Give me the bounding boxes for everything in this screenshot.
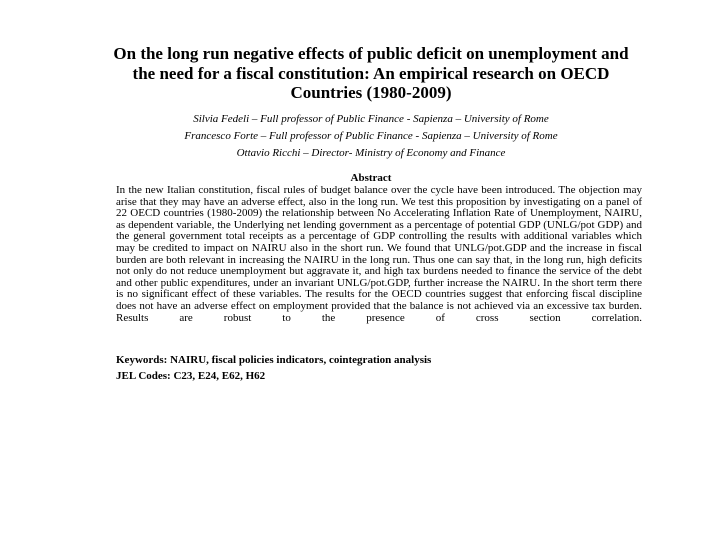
author-line: Silvia Fedeli – Full professor of Public Finance - Sapienza – University of Rome [193, 113, 549, 125]
paper-title: On the long run negative effects of public deficit on unemployment and the need for a fiscal constitution: An empirical research on OECD Countries (1980-2009) [113, 44, 629, 102]
author-list [100, 111, 642, 162]
keywords-line: Keywords: NAIRU, fiscal policies indicators, cointegration analysis [116, 354, 432, 366]
author-line: Francesco Forte – Full professor of Public Finance - Sapienza – University of Rome [184, 130, 558, 142]
jel-codes-line: JEL Codes: C23, E24, E62, H62 [116, 370, 266, 382]
abstract-heading: Abstract [350, 172, 392, 184]
author-line: Ottavio Ricchi – Director- Ministry of Economy and Finance [236, 147, 506, 159]
keywords-block [116, 352, 642, 384]
abstract-text: In the new Italian constitution, fiscal rules of budget balance over the cycle have been introduced. The objection may arise that they may have an adverse effect, also in the long run. We test this proposition by investigating on a panel of 22 OECD countries (1980-2009) the relationship between No Accelerating Inflation Rate of Unemployment, NAIRU, as dependent variable, the Underlying net lending government as a percentage of potential GDP (UNLG/pot GDP) and the general government total receipts as a percentage of GDP controlling the results with additional variables which may be credited to impact on NAIRU also in the short run. We found that UNLG/pot.GDP and the increase in fiscal burden are both relevant in increasing the NAIRU in the long run. Thus one can say that, in the long run, high deficits not only do not reduce unemployment but aggravate it, and high tax burdens needed to finance the service of the debt and other public expenditures, under an invariant UNLG/pot.GDP, further increase the NAIRU. In the short term there is no significant effect of these variables. The results for the OECD countries suggest that enforcing fiscal discipline does not have an adverse effect on employment provided that the balance is not achieved via an excessive tax burden. Results are robust to the presence of cross section correlation. [116, 184, 642, 324]
